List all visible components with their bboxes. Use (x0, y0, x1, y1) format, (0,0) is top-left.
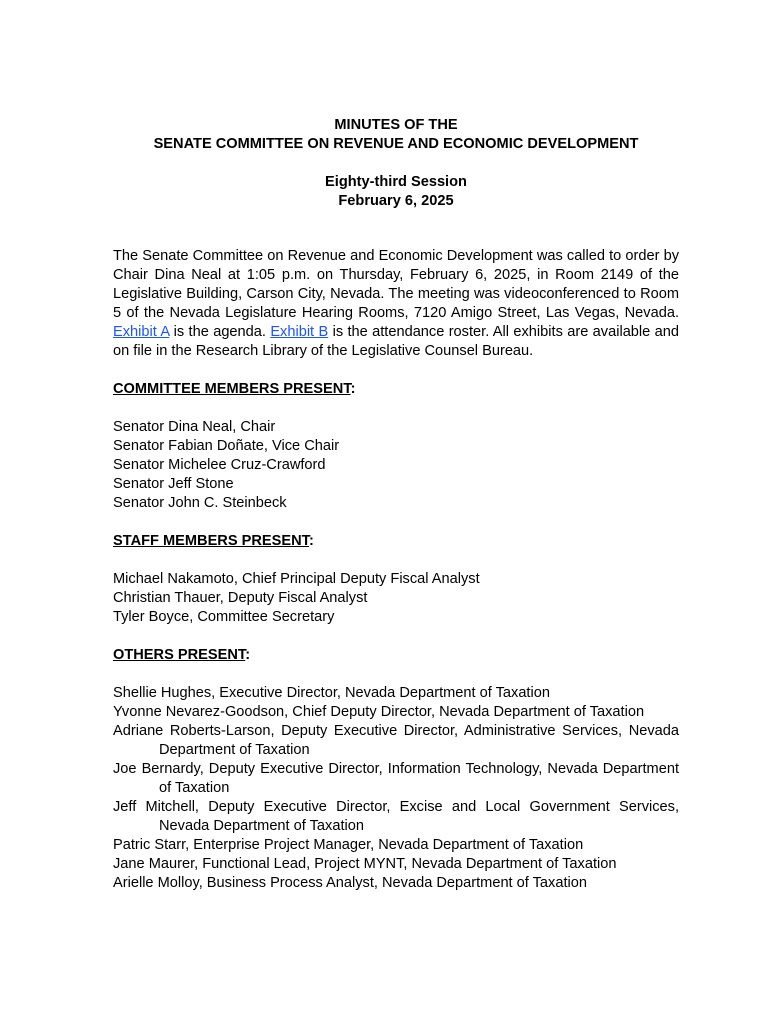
list-item: Yvonne Nevarez-Goodson, Chief Deputy Director, Nevada Department of Taxation (113, 704, 645, 720)
staff-members-heading-colon: : (308, 533, 314, 549)
session-info (113, 173, 679, 211)
committee-members-heading-colon: : (350, 381, 356, 397)
list-item: Senator Michelee Cruz-Crawford (113, 457, 326, 473)
staff-members-heading-text: STAFF MEMBERS PRESENT (113, 533, 309, 549)
list-item: Michael Nakamoto, Chief Principal Deputy Fiscal Analyst (113, 571, 480, 587)
title-line-2: SENATE COMMITTEE ON REVENUE AND ECONOMIC DEVELOPMENT (153, 136, 639, 152)
list-item: Senator John C. Steinbeck (113, 495, 287, 511)
list-item: Jeff Mitchell, Deputy Executive Director, Excise and Local Government Services, Nevada Department of Taxation (113, 799, 679, 834)
list-item: Senator Jeff Stone (113, 476, 234, 492)
list-item: Patric Starr, Enterprise Project Manager, Nevada Department of Taxation (113, 837, 584, 853)
intro-text-2: is the agenda. (169, 324, 271, 340)
committee-members-heading-text: COMMITTEE MEMBERS PRESENT (113, 381, 351, 397)
list-item: Shellie Hughes, Executive Director, Nevada Department of Taxation (113, 685, 550, 701)
list-item: Senator Fabian Doñate, Vice Chair (113, 438, 340, 454)
list-item: Arielle Molloy, Business Process Analyst, Nevada Department of Taxation (113, 875, 587, 891)
others-present-list (113, 684, 679, 893)
committee-members-heading (113, 380, 679, 399)
title-line-1: MINUTES OF THE (334, 117, 458, 133)
intro-text-3: is the attendance roster. All exhibits are available and on file in the Research Library of the Legislative Counsel Bureau. (113, 324, 679, 359)
others-present-heading (113, 646, 679, 665)
session-name: Eighty-third Session (325, 174, 467, 190)
list-item: Adriane Roberts-Larson, Deputy Executive Director, Administrative Services, Nevada Department of Taxation (113, 723, 679, 758)
others-present-heading-text: OTHERS PRESENT (113, 647, 246, 663)
intro-text-1: The Senate Committee on Revenue and Economic Development was called to order by Chair Dina Neal at 1:05 p.m. on Thursday, February 6, 2025, in Room 2149 of the Legislative Building, Carson City, Nevada. The meeting was videoconferenced to Room 5 of the Nevada Legislature Hearing Rooms, 7120 Amigo Street, Las Vegas, Nevada. (113, 248, 679, 321)
others-present-heading-colon: : (245, 647, 251, 663)
list-item: Joe Bernardy, Deputy Executive Director, Information Technology, Nevada Department of Taxation (113, 761, 679, 796)
intro-paragraph (113, 247, 679, 361)
exhibit-a-link[interactable]: Exhibit A (113, 324, 170, 340)
list-item: Christian Thauer, Deputy Fiscal Analyst (113, 590, 368, 606)
document-title (113, 116, 679, 154)
list-item: Senator Dina Neal, Chair (113, 419, 276, 435)
document-page (113, 116, 679, 912)
staff-members-heading (113, 532, 679, 551)
list-item: Tyler Boyce, Committee Secretary (113, 609, 335, 625)
committee-members-list (113, 418, 679, 513)
list-item: Jane Maurer, Functional Lead, Project MYNT, Nevada Department of Taxation (113, 856, 617, 872)
exhibit-b-link[interactable]: Exhibit B (270, 324, 329, 340)
session-date: February 6, 2025 (338, 193, 454, 209)
staff-members-list (113, 570, 679, 627)
